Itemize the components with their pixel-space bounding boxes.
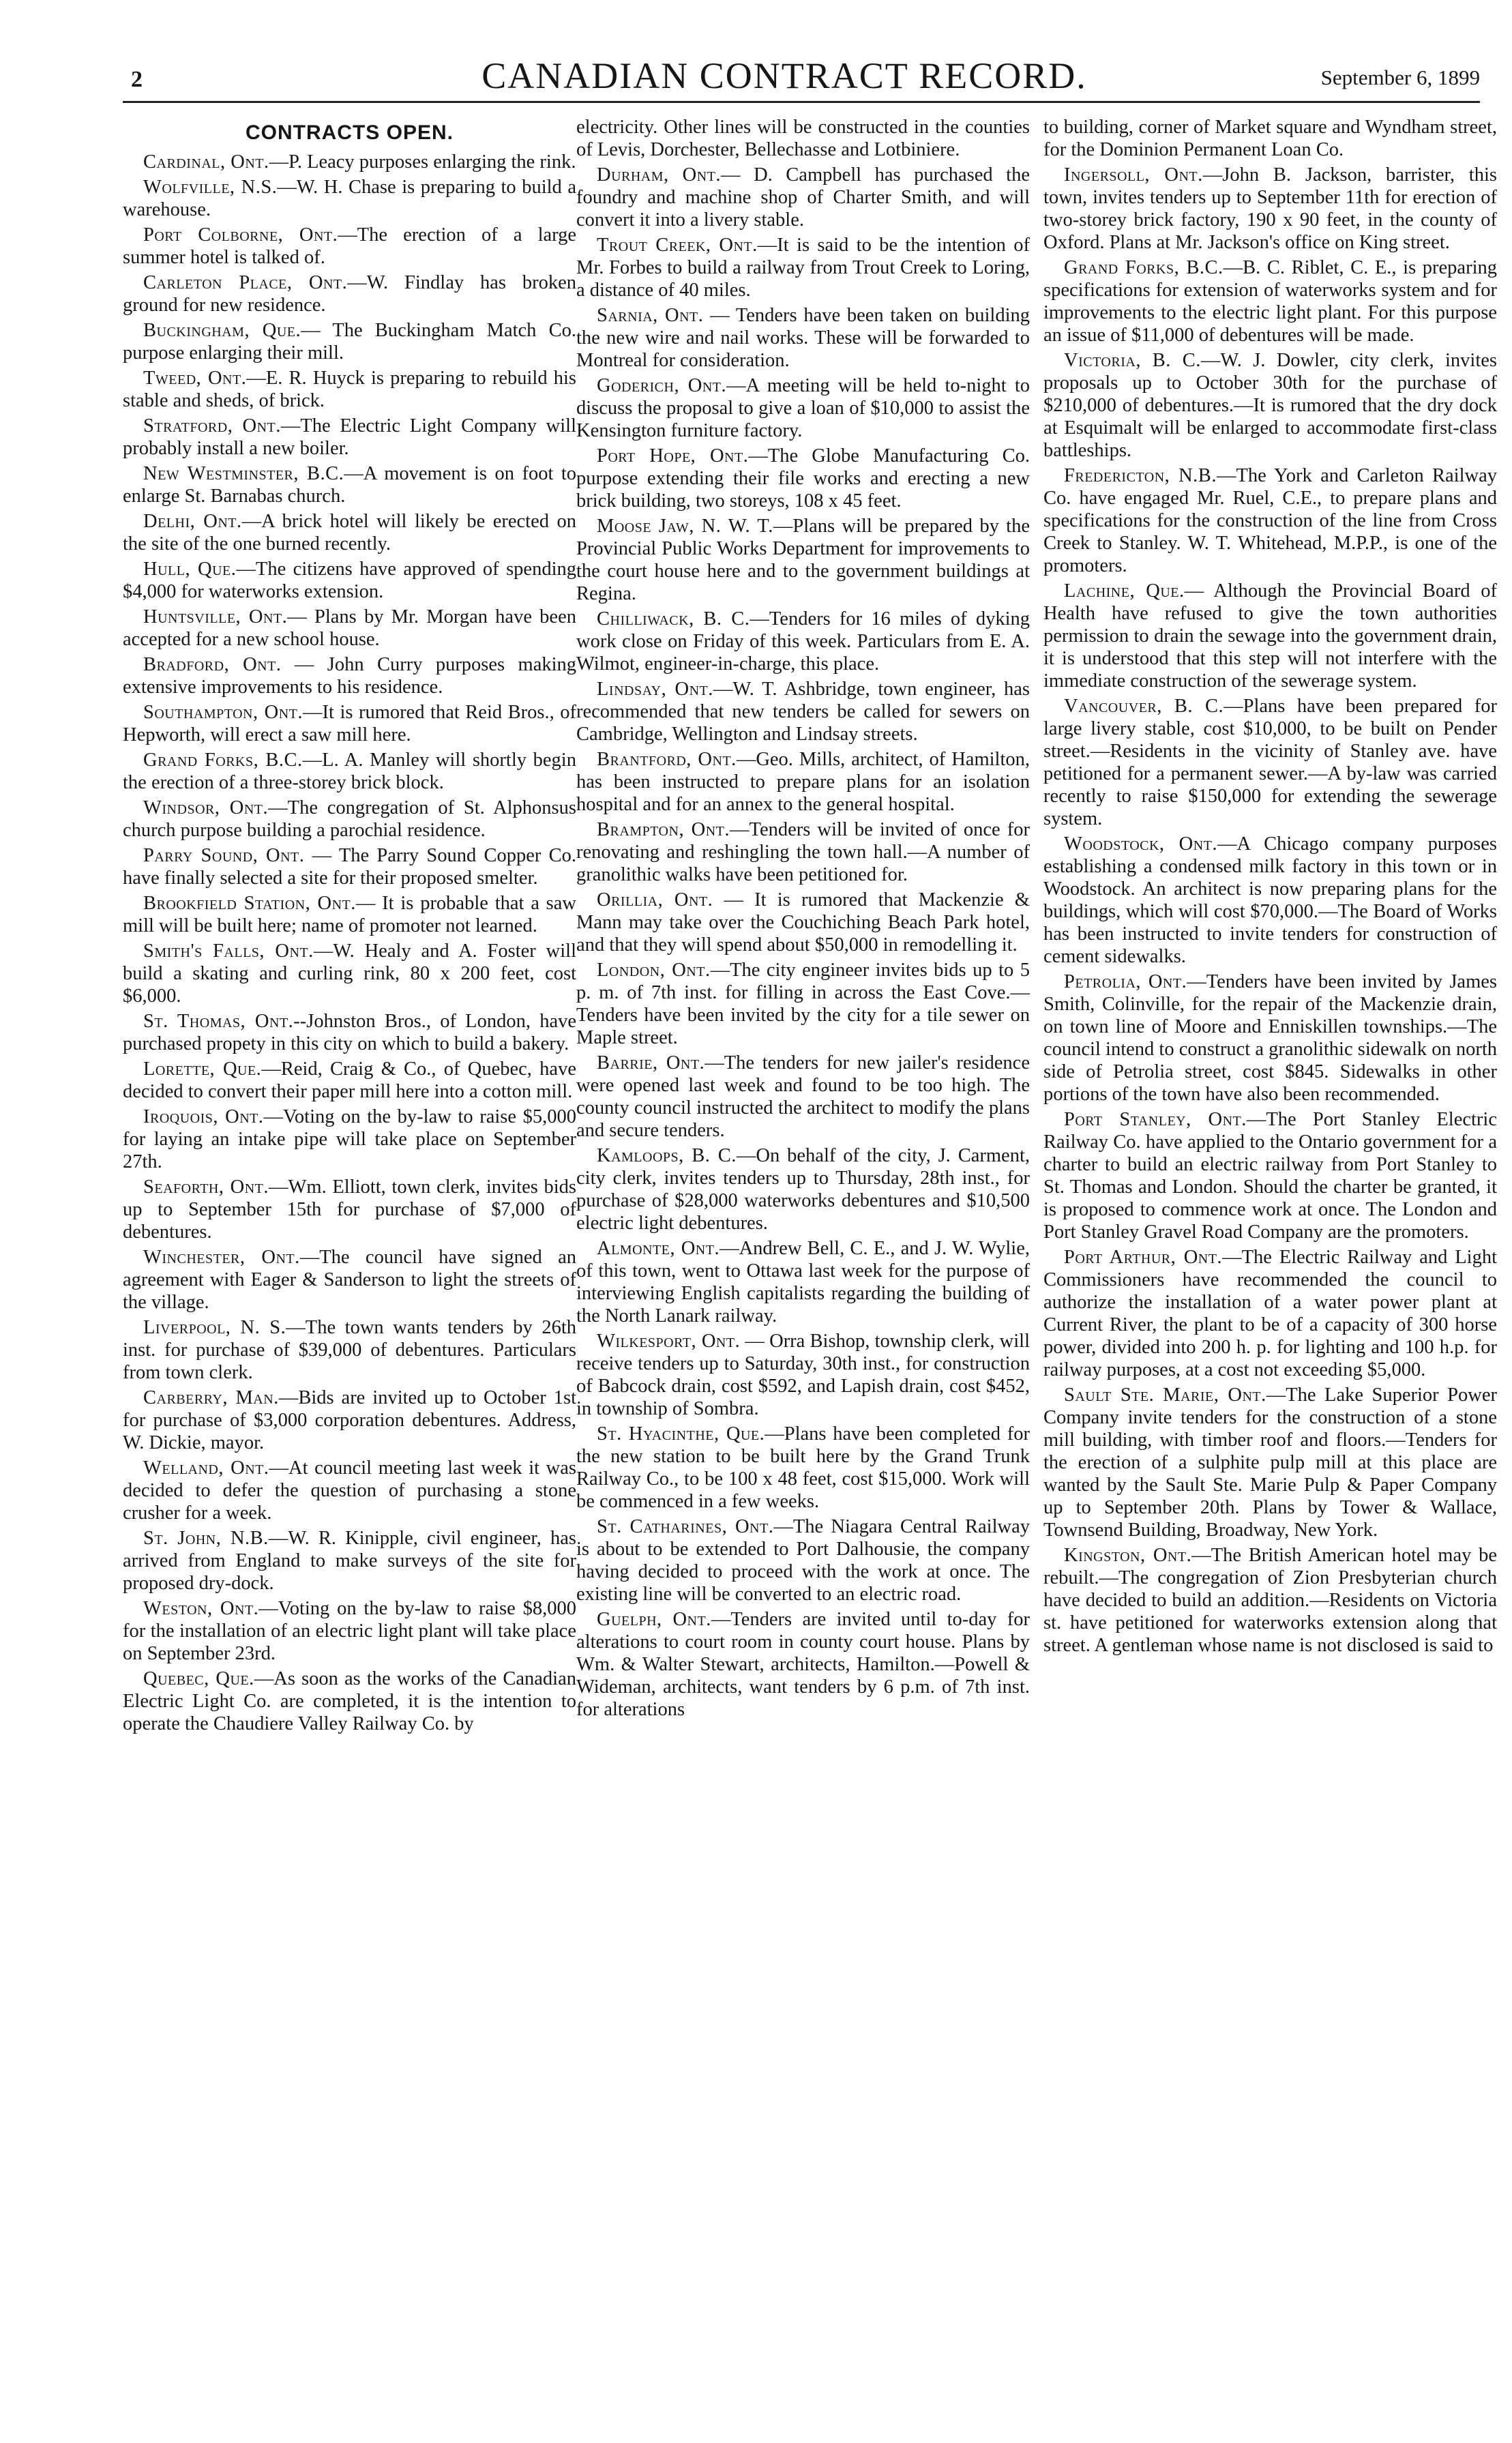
contract-item bbox=[1043, 116, 1497, 161]
contract-item bbox=[123, 1106, 576, 1173]
page-number: 2 bbox=[131, 67, 143, 92]
contract-item bbox=[123, 415, 576, 460]
place-name: Stratford, Ont. bbox=[143, 415, 281, 436]
item-text: —Wm. Elliott, town clerk, invites bids up to September 15th for purchase of $7,000 of debentures. bbox=[123, 1176, 576, 1243]
contract-item bbox=[123, 319, 576, 364]
item-text: —Voting on the by-law to raise $5,000 for laying an intake pipe will take place on September 27th. bbox=[123, 1106, 576, 1172]
contract-item bbox=[123, 653, 576, 698]
item-text: —It is said to be the intention of Mr. Forbes to build a railway from Trout Creek to Loring, a distance of 40 miles. bbox=[576, 235, 1030, 301]
item-text: —W. Healy and A. Foster will build a skating and curling rink, 80 x 200 feet, cost $6,000. bbox=[123, 941, 576, 1007]
item-text: —Bids are invited up to October 1st for purchase of $3,000 corporation debentures. Address, W. Dickie, mayor. bbox=[123, 1387, 576, 1453]
place-name: Orillia, Ont. bbox=[597, 889, 713, 910]
contract-item bbox=[576, 1330, 1030, 1420]
place-name: Delhi, Ont. bbox=[143, 511, 242, 532]
place-name: Woodstock, Ont. bbox=[1064, 833, 1217, 855]
place-name: Wilkesport, Ont. bbox=[597, 1331, 741, 1352]
contract-item bbox=[123, 1527, 576, 1595]
journal-title: CANADIAN CONTRACT RECORD. bbox=[481, 55, 1087, 96]
place-name: Carleton Place, Ont. bbox=[143, 272, 348, 293]
place-name: Carberry, Man. bbox=[143, 1387, 279, 1408]
item-text: — Tenders have been taken on building the new wire and nail works. These will be forwarded to Montreal for consideration. bbox=[576, 305, 1030, 371]
item-text: —Tenders for 16 miles of dyking work close on Friday of this week. Particulars from E. A. Wilmot, engineer-in-charge, this place. bbox=[576, 608, 1030, 675]
place-name: Lachine, Que. bbox=[1064, 580, 1185, 602]
item-text: —L. A. Manley will shortly begin the erection of a three-storey brick block. bbox=[123, 750, 576, 793]
contract-item bbox=[1043, 164, 1497, 254]
place-name: New Westminster, B.C. bbox=[143, 463, 344, 484]
column-items bbox=[1043, 116, 1497, 1657]
contract-item bbox=[123, 367, 576, 412]
contract-item bbox=[123, 1058, 576, 1103]
item-text: —The Niagara Central Railway is about to be extended to Port Dalhousie, the company having decided to proceed with the work at once. The existing line will be converted to an electric road. bbox=[576, 1516, 1030, 1605]
contract-item bbox=[576, 116, 1030, 161]
place-name: St. John, N.B. bbox=[143, 1528, 269, 1549]
item-text: —As soon as the works of the Canadian Electric Light Co. are completed, it is the intention to operate the Chaudiere Valley Railway Co. by bbox=[123, 1668, 576, 1734]
place-name: Wolfville, N.S. bbox=[143, 177, 278, 198]
item-text: —Plans have been prepared for large livery stable, cost $10,000, to be built on Pender street.—Residents in the vicinity of Stanley ave. have petitioned for a permanent sewer.—A by-law was carried recently to raise $150,000 for extending the sewerage system. bbox=[1043, 696, 1497, 829]
place-name: Moose Jaw, N. W. T. bbox=[597, 516, 773, 537]
contract-item bbox=[576, 445, 1030, 512]
contract-item bbox=[576, 1237, 1030, 1327]
item-text: —At council meeting last week it was decided to defer the question of purchasing a stone crusher for a week. bbox=[123, 1457, 576, 1524]
place-name: Vancouver, B. C. bbox=[1064, 696, 1224, 717]
item-text: —A meeting will be held to-night to discuss the proposal to give a loan of $10,000 to assist the Kensington furniture factory. bbox=[576, 375, 1030, 441]
place-name: Port Arthur, Ont. bbox=[1064, 1247, 1223, 1268]
place-name: Quebec, Que. bbox=[143, 1668, 254, 1689]
place-name: Smith's Falls, Ont. bbox=[143, 941, 314, 962]
item-text: —The York and Carleton Railway Co. have engaged Mr. Ruel, C.E., to prepare plans and specifications for the construction of the line from Cross Creek to Stanley. W. T. Whitehead, M.P.P., is one of the promoters. bbox=[1043, 465, 1497, 576]
place-name: Grand Forks, B.C. bbox=[1064, 257, 1224, 278]
place-name: Kamloops, B. C. bbox=[597, 1145, 737, 1166]
contract-item bbox=[123, 844, 576, 889]
contract-item bbox=[576, 1423, 1030, 1513]
contract-item bbox=[576, 234, 1030, 301]
contract-item bbox=[576, 889, 1030, 956]
item-text: — Although the Provincial Board of Health have refused to give the town authorities permission to drain the sewage into the government drain, it is understood that this step will not interfere with the immediate construction of the sewerage system. bbox=[1043, 580, 1497, 692]
issue-date: September 6, 1899 bbox=[1320, 65, 1480, 89]
contract-item bbox=[1043, 580, 1497, 692]
place-name: Liverpool, N. S. bbox=[143, 1317, 286, 1338]
item-text: —Tenders have been invited by James Smith, Colinville, for the repair of the Mackenzie drain, on town line of Moore and Enniskillen townships.—The council intend to construct a granolithic sidewalk on north side of Petrolia street, cost $845. Sidewalks in other portions of the town have also been recommended. bbox=[1043, 971, 1497, 1105]
contract-item bbox=[576, 1144, 1030, 1234]
contract-item bbox=[123, 797, 576, 842]
item-text: —B. C. Riblet, C. E., is preparing specifications for extension of waterworks system and for improvements to the electric light plant. For this purpose an issue of $11,000 of debentures will be made. bbox=[1043, 257, 1497, 346]
place-name: Bradford, Ont. bbox=[143, 654, 282, 675]
place-name: Seaforth, Ont. bbox=[143, 1176, 269, 1198]
item-text: — John Curry purposes making extensive improvements to his residence. bbox=[123, 654, 576, 698]
place-name: Buckingham, Que. bbox=[143, 320, 301, 341]
item-text: —Voting on the by-law to raise $8,000 for the installation of an electric light plant will take place on September 23rd. bbox=[123, 1598, 576, 1664]
item-text: —W. R. Kinipple, civil engineer, has arrived from England to make surveys of the site for proposed dry-dock. bbox=[123, 1528, 576, 1594]
contract-item bbox=[123, 558, 576, 603]
place-name: Barrie, Ont. bbox=[597, 1052, 705, 1074]
item-text: —On behalf of the city, J. Carment, city clerk, invites tenders up to Thursday, 28th inst., for purchase of $28,000 waterworks debentures and $10,500 electric light debentures. bbox=[576, 1145, 1030, 1234]
contract-item bbox=[123, 1668, 576, 1735]
item-text: —The Electric Light Company will probably install a new boiler. bbox=[123, 415, 576, 459]
place-name: Windsor, Ont. bbox=[143, 797, 269, 818]
text-column-2 bbox=[576, 116, 1030, 2414]
contract-item bbox=[576, 374, 1030, 442]
contract-item bbox=[576, 818, 1030, 886]
item-text: — It is rumored that Mackenzie & Mann may take over the Couchiching Beach Park hotel, and that they will spend about $50,000 in remodelling it. bbox=[576, 889, 1030, 956]
place-name: Fredericton, N.B. bbox=[1064, 465, 1217, 486]
contract-item bbox=[123, 1597, 576, 1665]
place-name: Chilliwack, B. C. bbox=[597, 608, 750, 630]
item-text: electricity. Other lines will be constructed in the counties of Levis, Dorchester, Bellechasse and Lotbiniere. bbox=[576, 117, 1030, 160]
contract-item bbox=[1043, 1108, 1497, 1243]
section-heading: CONTRACTS OPEN. bbox=[245, 121, 454, 144]
place-name: Ingersoll, Ont. bbox=[1064, 164, 1203, 186]
item-text: —The citizens have approved of spending $4,000 for waterworks extension. bbox=[123, 559, 576, 602]
text-column-3 bbox=[1043, 116, 1497, 2414]
item-text: —The town wants tenders by 26th inst. for purchase of $39,000 of debentures. Particulars from town clerk. bbox=[123, 1317, 576, 1383]
contract-item bbox=[1043, 349, 1497, 462]
item-text: —The Globe Manufacturing Co. purpose extending their file works and erecting a new brick building, two storeys, 108 x 45 feet. bbox=[576, 445, 1030, 512]
contract-item bbox=[123, 1246, 576, 1314]
contract-item bbox=[576, 304, 1030, 372]
item-text: —The tenders for new jailer's residence were opened last week and found to be too high. The county council instructed the architect to modify the plans and secure tenders. bbox=[576, 1052, 1030, 1141]
item-text: to building, corner of Market square and Wyndham street, for the Dominion Permanent Loan Co. bbox=[1043, 117, 1497, 160]
item-text: —The Port Stanley Electric Railway Co. have applied to the Ontario government for a charter to build an electric railway from Port Stanley to St. Thomas and London. Should the charter be granted, it is proposed to commence work at once. The London and Port Stanley Gravel Road Company are the promoters. bbox=[1043, 1109, 1497, 1243]
contract-item bbox=[123, 1316, 576, 1384]
place-name: Trout Creek, Ont. bbox=[597, 235, 758, 256]
item-text: —W. Findlay has broken ground for new residence. bbox=[123, 272, 576, 316]
item-text: —Plans will be prepared by the Provincial Public Works Department for improvements to the court house here and to the government buildings at Regina. bbox=[576, 516, 1030, 604]
item-text: —W. H. Chase is preparing to build a warehouse. bbox=[123, 177, 576, 220]
item-text: —P. Leacy purposes enlarging the rink. bbox=[269, 151, 576, 173]
item-text: — The Parry Sound Copper Co. have finally selected a site for their proposed smelter. bbox=[123, 845, 576, 889]
contract-item bbox=[123, 606, 576, 651]
item-text: —Tenders are invited until to-day for alterations to court room in county court house. Plans by Wm. & Walter Stewart, architects, Hamilton.—Powell & Wideman, architects, want tenders by 6 p.m. of 7th inst. for alterations bbox=[576, 1609, 1030, 1720]
contract-item bbox=[123, 271, 576, 316]
contract-item bbox=[123, 1010, 576, 1055]
place-name: Port Hope, Ont. bbox=[597, 445, 749, 467]
contract-item bbox=[576, 608, 1030, 675]
place-name: Kingston, Ont. bbox=[1064, 1545, 1192, 1566]
item-text: —It is rumored that Reid Bros., of Hepworth, will erect a saw mill here. bbox=[123, 702, 576, 745]
place-name: Weston, Ont. bbox=[143, 1598, 259, 1619]
contract-item bbox=[1043, 833, 1497, 968]
place-name: Hull, Que. bbox=[143, 559, 237, 580]
contract-item bbox=[123, 510, 576, 555]
item-text: —The council have signed an agreement with Eager & Sanderson to light the streets of the village. bbox=[123, 1247, 576, 1313]
place-name: Welland, Ont. bbox=[143, 1457, 269, 1479]
item-text: —John B. Jackson, barrister, this town, invites tenders up to September 11th for erection of two-storey brick factory, 190 x 90 feet, in the county of Oxford. Plans at Mr. Jackson's office on King street. bbox=[1043, 164, 1497, 253]
item-text: — D. Campbell has purchased the foundry and machine shop of Charter Smith, and will convert it into a livery stable. bbox=[576, 164, 1030, 231]
place-name: Port Stanley, Ont. bbox=[1064, 1109, 1247, 1130]
item-text: — Orra Bishop, township clerk, will receive tenders up to Saturday, 30th inst., for construction of Babcock drain, cost $592, and Lapish drain, cost $452, in township of Sombra. bbox=[576, 1331, 1030, 1419]
item-text: —The congregation of St. Alphonsus church purpose building a parochial residence. bbox=[123, 797, 576, 841]
contract-item bbox=[576, 164, 1030, 231]
place-name: Winchester, Ont. bbox=[143, 1247, 300, 1268]
item-text: —W. T. Ashbridge, town engineer, has recommended that new tenders be called for sewers on Cambridge, Wellington and Lindsay streets. bbox=[576, 679, 1030, 745]
item-text: —Tenders will be invited of once for renovating and reshingling the town hall.—A number of granolithic walks have been petitioned for. bbox=[576, 819, 1030, 885]
column-items bbox=[123, 151, 576, 1735]
place-name: St. Catharines, Ont. bbox=[597, 1516, 774, 1537]
item-text: —The erection of a large summer hotel is talked of. bbox=[123, 224, 576, 268]
item-text: —A Chicago company purposes establishing a condensed milk factory in this town or in Woodstock. An architect is now preparing plans for the buildings, which will cost $70,000.—The Board of Works has been instructed to invite tenders for construction of cement sidewalks. bbox=[1043, 833, 1497, 967]
place-name: Lindsay, Ont. bbox=[597, 679, 713, 700]
place-name: St. Thomas, Ont. bbox=[143, 1011, 294, 1032]
contract-item bbox=[1043, 1384, 1497, 1541]
place-name: Huntsville, Ont. bbox=[143, 606, 288, 627]
place-name: St. Hyacinthe, Que. bbox=[597, 1423, 765, 1445]
contract-item bbox=[123, 701, 576, 746]
contract-item bbox=[1043, 256, 1497, 346]
place-name: Durham, Ont. bbox=[597, 164, 722, 186]
place-name: Sarnia, Ont. bbox=[597, 305, 704, 326]
item-text: —The British American hotel may be rebuilt.—The congregation of Zion Presbyterian church have decided to build an addition.—Residents on Victoria st. have petitioned for waterworks extension along that street. A gentleman whose name is not disclosed is said to bbox=[1043, 1545, 1497, 1656]
item-text: —A movement is on foot to enlarge St. Barnabas church. bbox=[123, 463, 576, 507]
item-text: --Johnston Bros., of London, have purchased propety in this city on which to build a bakery. bbox=[123, 1011, 576, 1054]
contract-item bbox=[1043, 695, 1497, 830]
contract-item bbox=[123, 224, 576, 269]
item-text: —E. R. Huyck is preparing to rebuild his stable and sheds, of brick. bbox=[123, 368, 576, 411]
contract-item bbox=[123, 940, 576, 1007]
contract-item bbox=[1043, 464, 1497, 577]
contract-item bbox=[123, 462, 576, 507]
contract-item bbox=[576, 1052, 1030, 1142]
contract-item bbox=[123, 151, 576, 173]
place-name: Brookfield Station, Ont. bbox=[143, 893, 356, 914]
item-text: —Plans have been completed for the new station to be built here by the Grand Trunk Railway Co., to be 100 x 48 feet, cost $15,000. Work will be commenced in a few weeks. bbox=[576, 1423, 1030, 1512]
place-name: Parry Sound, Ont. bbox=[143, 845, 305, 866]
item-text: —A brick hotel will likely be erected on the site of the one burned recently. bbox=[123, 511, 576, 554]
contract-item bbox=[576, 678, 1030, 745]
place-name: London, Ont. bbox=[597, 960, 711, 981]
item-text: —The Lake Superior Power Company invite tenders for the construction of a stone mill building, with timber roof and floors.—Tenders for the erection of a sulphite pulp mill at this place are wanted by the Sault Ste. Marie Pulp & Paper Company up to September 20th. Plans by Tower & Wallace, Townsend Building, Broadway, New York. bbox=[1043, 1385, 1497, 1541]
contract-item bbox=[576, 515, 1030, 605]
contract-item bbox=[576, 959, 1030, 1049]
item-text: —Andrew Bell, C. E., and J. W. Wylie, of this town, went to Ottawa last week for the purpose of interviewing English capitalists regarding the building of the North Lanark railway. bbox=[576, 1238, 1030, 1327]
place-name: Tweed, Ont. bbox=[143, 368, 247, 389]
contract-item bbox=[123, 1387, 576, 1454]
item-text: — It is probable that a saw mill will be built here; name of promoter not learned. bbox=[123, 893, 576, 936]
place-name: Brampton, Ont. bbox=[597, 819, 730, 840]
text-column-1 bbox=[123, 116, 576, 2414]
contract-item bbox=[1043, 971, 1497, 1106]
contract-item bbox=[576, 748, 1030, 816]
place-name: Iroquois, Ont. bbox=[143, 1106, 264, 1127]
contract-item bbox=[123, 749, 576, 794]
place-name: Cardinal, Ont. bbox=[143, 151, 269, 173]
place-name: Lorette, Que. bbox=[143, 1058, 262, 1080]
place-name: Sault Ste. Marie, Ont. bbox=[1064, 1385, 1266, 1406]
place-name: Guelph, Ont. bbox=[597, 1609, 711, 1630]
contract-item bbox=[123, 1457, 576, 1524]
place-name: Port Colborne, Ont. bbox=[143, 224, 338, 246]
contract-item bbox=[576, 1515, 1030, 1605]
item-text: —The Electric Railway and Light Commissioners have recommended the council to authorize the installation of a water power plant at Current River, the plant to be of a capacity of 300 horse power, divided into 200 h. p. for lighting and 100 h.p. for railway purposes, at a cost not exceeding $5,000. bbox=[1043, 1247, 1497, 1380]
contract-item bbox=[1043, 1246, 1497, 1381]
item-text: —Reid, Craig & Co., of Quebec, have decided to convert their paper mill here into a cotton mill. bbox=[123, 1058, 576, 1102]
contract-item bbox=[123, 892, 576, 937]
contract-item bbox=[123, 176, 576, 221]
place-name: Victoria, B. C. bbox=[1064, 350, 1201, 371]
item-text: — Plans by Mr. Morgan have been accepted for a new school house. bbox=[123, 606, 576, 650]
item-text: — The Buckingham Match Co. purpose enlarging their mill. bbox=[123, 320, 576, 364]
item-text: —W. J. Dowler, city clerk, invites proposals up to October 30th for the purchase of $210,000 of debentures.—It is rumored that the dry dock at Esquimalt will be enlarged to accommodate first-class battleships. bbox=[1043, 350, 1497, 461]
place-name: Petrolia, Ont. bbox=[1064, 971, 1187, 992]
contract-item bbox=[576, 1608, 1030, 1721]
place-name: Goderich, Ont. bbox=[597, 375, 727, 396]
place-name: Grand Forks, B.C. bbox=[143, 750, 303, 771]
place-name: Southampton, Ont. bbox=[143, 702, 303, 723]
place-name: Almonte, Ont. bbox=[597, 1238, 720, 1259]
place-name: Brantford, Ont. bbox=[597, 749, 737, 770]
item-text: —Geo. Mills, architect, of Hamilton, has been instructed to prepare plans for an isolation hospital and for an annex to the general hospital. bbox=[576, 749, 1030, 815]
contract-item bbox=[1043, 1544, 1497, 1657]
column-items bbox=[576, 116, 1030, 1721]
contract-item bbox=[123, 1176, 576, 1243]
item-text: —The city engineer invites bids up to 5 p. m. of 7th inst. for filling in across the East Cove.—Tenders have been invited by the city for a tile sewer on Maple street. bbox=[576, 960, 1030, 1048]
header-rule bbox=[123, 101, 1480, 103]
